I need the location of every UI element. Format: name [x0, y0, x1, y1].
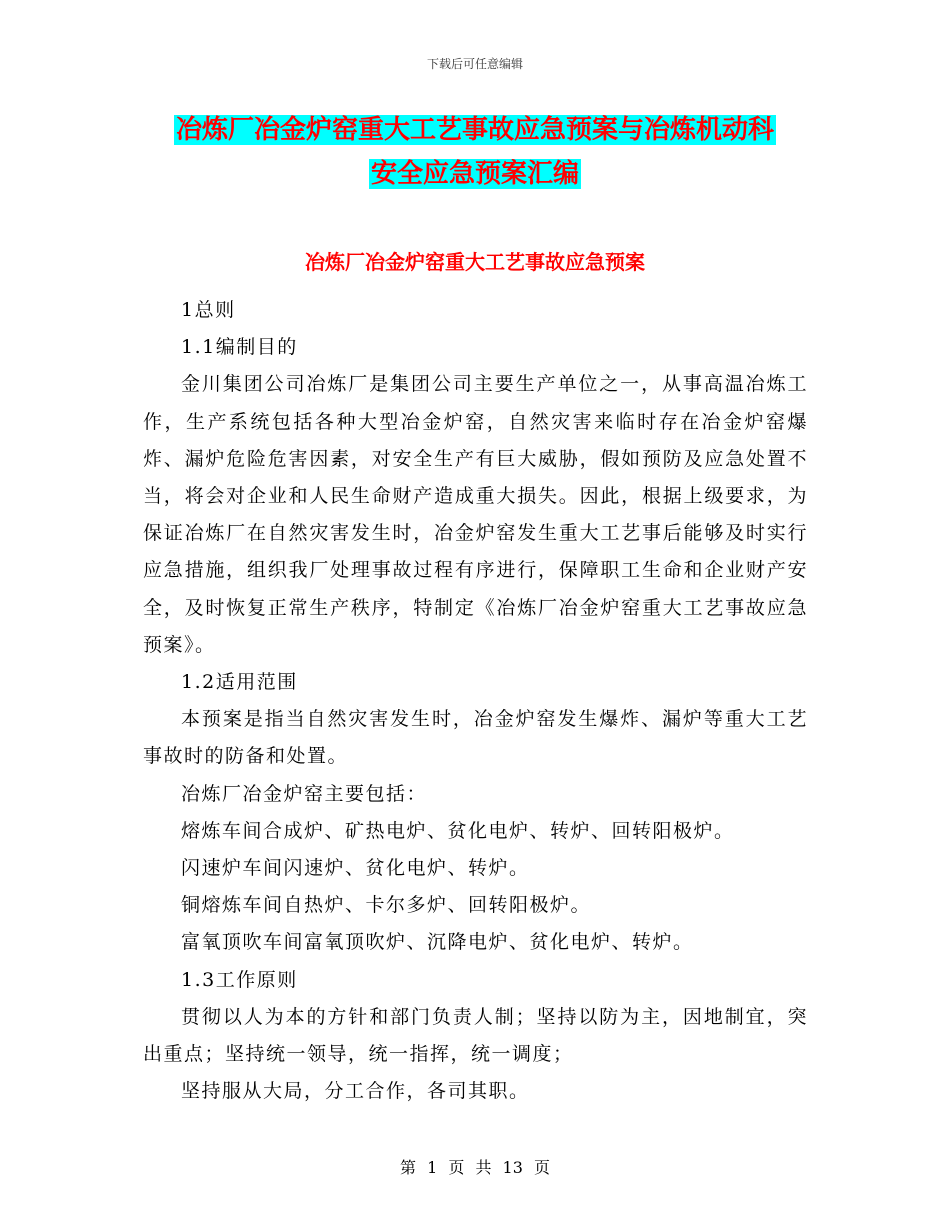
header-note: 下载后可任意编辑 [426, 57, 523, 71]
paragraph-purpose: 金川集团公司冶炼厂是集团公司主要生产单位之一，从事高温冶炼工作，生产系统包括各种大型冶金炉窑，自然灾害来临时存在冶金炉窑爆炸、漏炉危险危害因素，对安全生产有巨大威胁，假如预防及应急处置不当，将会对企业和人民生命财产造成重大损失。因此，根据上级要求，为保证冶炼厂在自然灾害发生时，冶金炉窑发生重大工艺事后能够及时实行应急措施，组织我厂处理事故过程有序进行，保障职工生命和企业财产安全，及时恢复正常生产秩序，特制定《冶炼厂冶金炉窑重大工艺事故应急预案》。 [143, 373, 808, 656]
document-title-line-2 [0, 154, 950, 194]
list-item-flash-furnace-workshop: 闪速炉车间闪速炉、贫化电炉、转炉。 [181, 857, 530, 880]
list-item-top-blown-workshop: 富氧顶吹车间富氧顶吹炉、沉降电炉、贫化电炉、转炉。 [181, 931, 694, 954]
heading-general: 1总则 [181, 299, 236, 321]
section-subtitle: 冶炼厂冶金炉窑重大工艺事故应急预案 [305, 250, 645, 274]
paragraph-scope: 本预案是指当自然灾害发生时，冶金炉窑发生爆炸、漏炉等重大工艺事故时的防备和处置。 [143, 708, 808, 768]
paragraph-furnace-intro: 冶炼厂冶金炉窑主要包括： [181, 782, 428, 805]
document-body [143, 292, 808, 1110]
paragraph-principles-1: 贯彻以人为本的方针和部门负责人制；坚持以防为主，因地制宜，突出重点；坚持统一领导，统一指挥，统一调度； [143, 1005, 808, 1066]
document-title-line-1 [0, 110, 950, 150]
heading-principles: 1.3工作原则 [181, 968, 298, 991]
paragraph-principles-2: 坚持服从大局，分工合作，各司其职。 [181, 1080, 530, 1103]
heading-scope: 1.2适用范围 [181, 671, 298, 694]
heading-purpose: 1.1编制目的 [181, 336, 298, 359]
document-title-highlight-1: 冶炼厂冶金炉窑重大工艺事故应急预案与冶炼机动科 [175, 115, 774, 145]
document-title-highlight-2: 安全应急预案汇编 [370, 159, 579, 189]
list-item-copper-smelting-workshop: 铜熔炼车间自热炉、卡尔多炉、回转阳极炉。 [181, 894, 592, 917]
list-item-smelting-workshop: 熔炼车间合成炉、矿热电炉、贫化电炉、转炉、回转阳极炉。 [181, 819, 735, 842]
page-number-footer: 第 1 页 共 13 页 [400, 1158, 550, 1177]
